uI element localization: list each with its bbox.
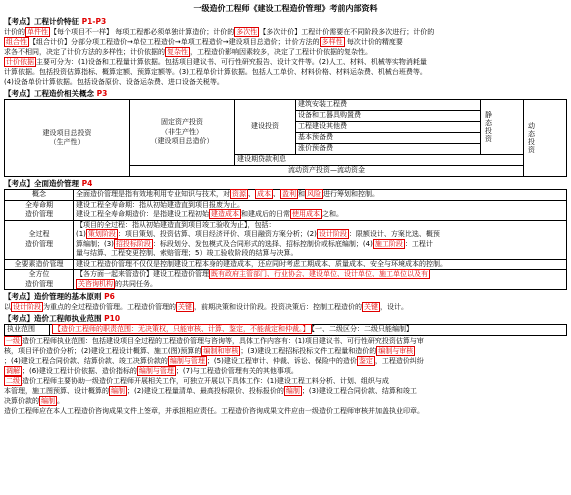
highlighted-term: 成本 — [257, 190, 271, 198]
text-run: 本管理，施工图预算、设计概算的 — [4, 386, 109, 395]
static-investment-cell — [481, 100, 524, 155]
paragraph-line — [4, 366, 567, 376]
text-run: 以 — [4, 303, 11, 311]
highlighted-term: 资源 — [232, 190, 246, 198]
section-page-ref: P6 — [104, 292, 115, 301]
fixed-asset-cell — [130, 100, 235, 166]
highlighted-term: 单件性 — [27, 28, 48, 36]
section-heading-text: 【考点】全面造价管理 — [4, 179, 82, 188]
cell-line — [76, 210, 564, 220]
highlighted-term: 编制与审核 — [378, 346, 414, 355]
highlighted-term: 调解 — [6, 366, 20, 375]
text-run: ：项目策划、投资估算、项目经济评价、项目融资方案分析；(2) — [117, 230, 317, 238]
highlighted-term: 建造成本 — [211, 210, 239, 218]
highlighted-term: 组合性 — [6, 38, 27, 46]
text-run: ；(5)建设工程审计、仲裁、诉讼、保险中的造价 — [206, 356, 357, 365]
dynamic-investment-cell — [524, 100, 567, 177]
highlighted-term: 盈利 — [282, 190, 296, 198]
total-investment-cell — [5, 100, 130, 177]
text-run: ，前期决策和设计阶段。投资决策后：控制工程造价的 — [194, 303, 362, 311]
section-heading-text: 【考点】工程造价相关概念 — [4, 89, 97, 98]
paragraph-line — [4, 336, 567, 346]
fixed-asset-sublabel: （非生产性） — [161, 127, 203, 136]
highlighted-term: 一级 — [6, 336, 20, 345]
cost-item: 涨价预备费 — [296, 144, 481, 155]
text-run: 【多次计价】工程计价需要在不同阶段多次进行；计价的 — [259, 28, 435, 36]
highlighted-term: 招投标阶段 — [115, 239, 151, 248]
text-run: 算编制；(3) — [76, 239, 114, 248]
section-heading-total-cost-mgmt — [4, 178, 567, 189]
concept-text — [74, 190, 567, 201]
text-run: ，设计。 — [380, 303, 408, 311]
cost-item: 基本预备费 — [296, 133, 481, 144]
text-run: 进行筹划和控制。 — [323, 190, 379, 198]
text-run: ：标段划分、发包模式及合同形式的选择、招标控制价或标底编制；(4) — [152, 239, 373, 248]
section-heading-cost-concepts — [4, 88, 567, 99]
paragraph-line — [4, 57, 567, 67]
paragraph-line: 计算依据。包括投资估算指标、概算定额、预算定额等。(3)工程单价计算依据。包括人工单价、材料价格、材料运杂费、机械台班费等。 — [4, 68, 427, 76]
text-run: ：工程计 — [404, 239, 433, 248]
paragraph-line — [4, 37, 567, 47]
row-label-line: 造价管理 — [25, 210, 53, 218]
highlighted-term: 设计阶段 — [318, 230, 347, 238]
section-heading-text: 【考点】造价管理的基本原则 — [4, 292, 105, 301]
highlighted-term: 使用成本 — [292, 210, 320, 218]
text-run: 决算价款的 — [4, 396, 39, 405]
text-run: 建设工程全寿命期造价：是指建设工程初始 — [76, 210, 209, 218]
highlighted-term: 【造价工程师的职责范围：无决策权，只能审核、计算、鉴定，不能裁定和仲裁。】 — [54, 325, 310, 333]
highlighted-term: 既有政府主管部门、行业协会、建设单位、设计单位、施工单位以及有 — [211, 270, 428, 278]
paragraph-line — [4, 356, 567, 366]
cost-item: 工程建设其他费 — [296, 122, 481, 133]
highlighted-term: 多次性 — [236, 28, 258, 36]
highlighted-term: 关键 — [364, 303, 378, 311]
cost-item: 设备和工器具购置费 — [296, 111, 481, 122]
highlighted-term: 编制和审核 — [203, 346, 239, 355]
highlighted-term: 风险 — [307, 190, 321, 198]
row-label: 执业范围 — [5, 325, 50, 336]
highlighted-term: 编制与管理 — [138, 366, 174, 375]
total-investment-sublabel: （生产性） — [49, 138, 85, 146]
text-run: ；(3)建设工程招标投标文件工程量和造价的 — [240, 346, 377, 355]
text-run: ；(3)建设工程合同价款、结算和竣工 — [301, 386, 417, 395]
row-label: 全要素造价管理 — [5, 259, 74, 270]
highlighted-term: 二级 — [6, 376, 20, 385]
highlighted-term: 策划阶段 — [87, 230, 116, 238]
practice-scope-table — [4, 324, 567, 336]
text-run: 【一、二级区分：二级只能编制】 — [311, 325, 413, 333]
cell-line — [76, 280, 564, 290]
paragraph-line: 造价工程师应在本人工程造价咨询成果文件上签章，并承担相应责任。工程造价咨询成果文件应由一级造价工程师审核并加盖执业印章。 — [4, 406, 424, 415]
text-run: 【各方面一起来管造价】建设工程造价管理 — [76, 270, 209, 278]
text-run: 之和。 — [322, 210, 343, 218]
all-directions-text — [74, 270, 567, 290]
text-run: ；(7)与工程造价管理有关的其他事项。 — [175, 366, 298, 375]
flow-capital-cell: 流动资产投资—流动资金 — [130, 166, 524, 177]
row-label: 概念 — [5, 190, 74, 201]
loan-interest-cell: 建设期贷款利息 — [235, 155, 524, 166]
row-label-line: 造价管理 — [25, 279, 53, 288]
document-page — [4, 3, 567, 416]
section-heading-pricing-features — [4, 16, 567, 27]
row-label-line: 全过程 — [28, 230, 50, 238]
row-label — [5, 220, 74, 259]
text-run: ；(4)建设工程合同价款、结算价款、竣工决算价款的 — [4, 356, 168, 365]
text-run: 求各不相同，决定了计价方法的多样性；计价依据的 — [4, 48, 165, 56]
text-run: 和 — [298, 190, 305, 198]
row-label-line: 全方位 — [28, 270, 50, 278]
static-investment-label: 静态投资 — [484, 111, 493, 143]
highlighted-term: 编制 — [111, 386, 125, 395]
total-investment-label: 建设项目总投资 — [42, 128, 92, 137]
text-run: 全面造价管理是指有效地利用专业知识与技术，对 — [76, 190, 230, 198]
text-run: 每次计价的精度要 — [344, 38, 403, 46]
scope-header-text — [50, 325, 567, 336]
paragraph-line — [4, 346, 567, 356]
document-title: 一级造价工程师《建设工程造价管理》考前内部资料 — [193, 4, 378, 13]
cost-item: 建筑安装工程费 — [296, 100, 481, 111]
highlighted-term: 关键 — [178, 303, 192, 311]
row-label — [5, 270, 74, 290]
fixed-asset-sublabel-2: （建设项目总造价） — [150, 137, 214, 146]
cell-line — [76, 240, 564, 250]
paragraph-line — [4, 47, 567, 57]
text-run: 的共同任务。 — [115, 279, 157, 288]
section-heading-practice-scope — [4, 313, 567, 324]
paragraph-line — [4, 396, 567, 406]
highlighted-term: 施工阶段 — [374, 239, 403, 248]
cell-line — [76, 270, 564, 280]
paragraph-line — [4, 302, 567, 312]
highlighted-term: 编制与管理 — [169, 356, 205, 365]
text-run: 、 — [248, 190, 255, 198]
text-run: 造价工程师执业范围：包括建设项目全过程的工程造价管理与咨询等，具体工作内容有：(1)项目建议书、可行性研究投资估算与审 — [22, 336, 424, 345]
section-page-ref: P4 — [81, 179, 93, 188]
lifecycle-text — [74, 200, 567, 220]
highlighted-term: 复杂性 — [167, 48, 188, 56]
total-cost-mgmt-table — [4, 189, 567, 290]
text-run: 、 — [273, 190, 280, 198]
cell-line: 建设工程全寿命期：指从初始建造直到项目报废为止。 — [76, 200, 244, 209]
row-label — [5, 200, 74, 220]
text-run: ：限额设计、方案比选、概预 — [348, 230, 440, 238]
section-heading-text: 【考点】造价工程师执业范围 — [4, 314, 105, 323]
text-run: 【每个项目不一样】 每项工程都必须单独计算造价；计价的 — [50, 28, 235, 36]
cell-line: 量与结算、工程变更控制、索赔管理；5）竣工验收阶段的结算与决算。 — [76, 249, 298, 257]
highlighted-term: 编制 — [41, 396, 55, 405]
cost-concept-table — [4, 99, 567, 177]
section-heading-text: 【考点】工程计价特征 — [4, 17, 82, 26]
highlighted-term: 计价依据 — [6, 58, 34, 66]
dynamic-investment-label: 动态投资 — [527, 122, 536, 154]
text-run: 主要可分为：(1)设备和工程量计算依据。包括项目建议书、可行性研究报告、设计文件等。(2)人工、材料、机械等实物消耗量 — [36, 58, 427, 66]
paragraph-line — [4, 386, 567, 396]
full-process-text — [74, 220, 567, 259]
row-label-line: 全寿命期 — [25, 200, 53, 209]
text-run: 造价工程师主要协助一级造价工程师开展相关工作，可独立开展以下具体工作：(1)建设工程工料分析、计划、组织与成 — [22, 376, 389, 385]
text-run: ，工程造价纠纷 — [374, 356, 424, 365]
text-run: (1) — [76, 230, 86, 238]
text-run: 和建成后的日常 — [241, 210, 290, 218]
text-run: 。 — [57, 396, 64, 405]
text-run: 【组合计价】分部分项工程造价→单位工程造价→单项工程造价→建设项目总造价；计价方法的 — [29, 38, 320, 46]
highlighted-term: 设计阶段 — [13, 303, 41, 311]
highlighted-term: 编制 — [285, 386, 300, 395]
section-page-ref: P1-P3 — [81, 17, 107, 26]
paragraph-line — [4, 27, 567, 37]
text-run: 计价的 — [4, 28, 25, 36]
highlighted-term: 关咨询机构 — [78, 279, 113, 288]
text-run: ；(6)建设工程计价依据、造价指标的 — [22, 366, 137, 375]
text-run: 核，项目评价造价分析；(2)建设工程设计概算、施工(图)预算的 — [4, 346, 202, 355]
highlighted-term: 多样性 — [321, 38, 343, 46]
build-investment-cell: 建设投资 — [235, 100, 296, 155]
section-page-ref: P3 — [96, 89, 108, 98]
paragraph-line: (4)设备单价计算依据。包括设备原价、设备运杂费、进口设备关税等。 — [4, 78, 224, 86]
section-heading-basic-principles — [4, 291, 567, 302]
row-label-line: 造价管理 — [25, 239, 53, 248]
fixed-asset-label: 固定资产投资 — [161, 118, 203, 127]
all-elements-text: 建设工程造价管理不仅仅是控制建设工程本身的建造成本，还应同时考虑工期成本、质量成本、安全与环境成本的控制。 — [74, 259, 567, 270]
text-run: 为重点的全过程造价管理。工程造价管理的 — [43, 303, 176, 311]
text-run: ，工程造价影响因素较多，决定了工程计价依据的复杂性。 — [190, 48, 372, 56]
highlighted-term: 鉴定 — [358, 356, 373, 365]
cell-line: 【项目的全过程：指从初始建造直到项目竣工验收为止】，包括： — [76, 220, 276, 229]
section-page-ref: P10 — [104, 314, 121, 323]
paragraph-line — [4, 376, 567, 386]
text-run: ；(2)建设工程量清单、最高投标限价、投标报价的 — [127, 386, 284, 395]
